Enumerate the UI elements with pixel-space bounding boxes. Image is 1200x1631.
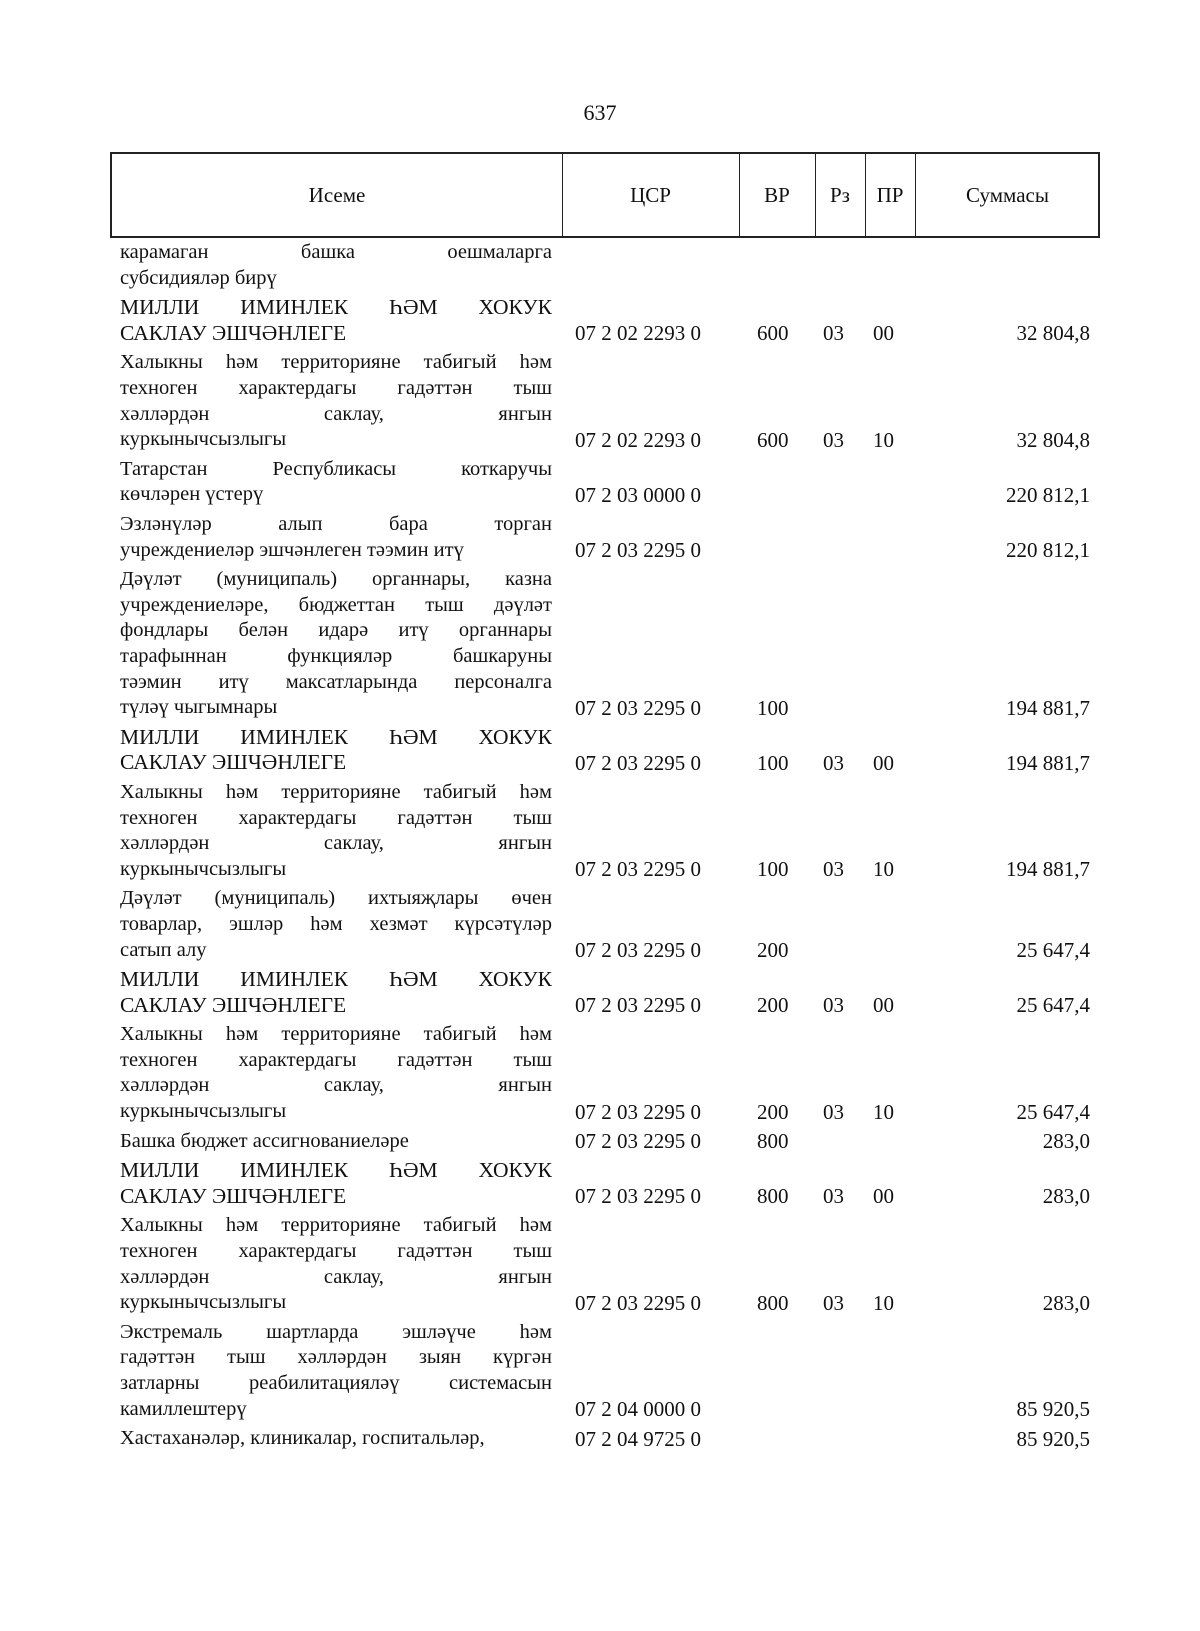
row-name-line: сатып алу [120,938,207,961]
row-name-line: тәэмин итү максатларында персоналга [120,670,552,693]
row-name-line: учреждениеләр эшчәнлеген тәэмин итү [120,538,464,561]
table-body [0,240,1200,1456]
row-name-line: гадәттән тыш хәлләрдән зыян күргән [120,1346,552,1369]
row-name [120,350,552,452]
row-name [120,512,552,563]
row-name-line: Эзләнүләр алып бара торган [120,512,552,535]
table-row [0,457,1200,512]
row-name-line: Дәүләт (муниципаль) ихтыяҗлары өчен [120,887,552,910]
row-name-line: техноген характердагы гадәттән тыш [120,1048,552,1071]
row-pr: 10 [873,1099,894,1124]
row-name [120,1129,552,1155]
table-row [0,886,1200,967]
row-name [120,1213,552,1315]
row-name-line: Дәүләт (муниципаль) органнары, казна [120,568,552,591]
row-name-line: фондлары белән идарә итү органнары [120,619,552,642]
row-vr: 100 [757,750,789,775]
row-pr: 10 [873,1290,894,1315]
row-name-line: хәлләрдән саклау, янгын [120,832,552,855]
table-row [0,725,1200,780]
row-name-line: САКЛАУ ЭШЧӘНЛЕГЕ [120,750,347,775]
row-sum: 194 881,7 [1006,695,1090,720]
row-name [120,725,552,776]
row-rz: 03 [823,427,844,452]
table-row [0,512,1200,567]
row-sum: 283,0 [1042,1184,1090,1209]
row-vr: 200 [757,938,789,963]
row-name-line: көчләрен үстерү [120,483,264,506]
row-sum: 32 804,8 [1016,427,1090,452]
row-csr: 07 2 03 2295 0 [575,993,701,1018]
table-row [0,1213,1200,1319]
row-vr: 800 [757,1129,789,1154]
table-row [0,350,1200,456]
row-name [120,1426,552,1452]
row-vr: 600 [757,427,789,452]
row-name-line: камиллештерү [120,1397,247,1420]
row-name-line: түләү чыгымнары [120,696,278,719]
row-sum: 85 920,5 [1016,1426,1090,1451]
row-sum: 85 920,5 [1016,1397,1090,1422]
row-csr: 07 2 03 2295 0 [575,857,701,882]
table-row [0,567,1200,725]
row-rz: 03 [823,1290,844,1315]
row-name-line: куркынычсызлыгы [120,428,287,451]
row-sum: 220 812,1 [1006,482,1090,507]
table-row [0,1158,1200,1213]
row-pr: 00 [873,993,894,1018]
row-rz: 03 [823,857,844,882]
table-row [0,240,1200,295]
row-name-line: учреждениеләре, бюджеттан тыш дәүләт [120,593,552,616]
row-csr: 07 2 03 2295 0 [575,1099,701,1124]
row-name-line: Хастаханәләр, клиникалар, госпитальләр, [120,1427,485,1450]
header-vr: ВР [764,182,790,207]
header-csr: ЦСР [630,182,671,207]
row-pr: 10 [873,857,894,882]
header-sum: Суммасы [966,182,1049,207]
row-name-line: Халыкны һәм территорияне табигый һәм [120,780,552,803]
table-row [0,1129,1200,1159]
row-name-line: товарлар, эшләр һәм хезмәт күрсәтүләр [120,912,552,935]
row-sum: 25 647,4 [1016,993,1090,1018]
row-name-line: карамаган башка оешмаларга [120,241,552,263]
row-csr: 07 2 03 2295 0 [575,695,701,720]
row-csr: 07 2 03 2295 0 [575,750,701,775]
row-rz: 03 [823,993,844,1018]
row-name-line: техноген характердагы гадәттән тыш [120,806,552,829]
row-name-line: куркынычсызлыгы [120,1100,287,1123]
table-row [0,1426,1200,1456]
row-rz: 03 [823,1184,844,1209]
row-name-line: МИЛЛИ ИМИНЛЕК ҺӘМ ХОКУК [120,1158,552,1183]
row-sum: 194 881,7 [1006,857,1090,882]
row-pr: 10 [873,427,894,452]
row-name-line: хәлләрдән саклау, янгын [120,402,552,425]
row-name-line: МИЛЛИ ИМИНЛЕК ҺӘМ ХОКУК [120,967,552,992]
row-name-line: хәлләрдән саклау, янгын [120,1074,552,1097]
row-pr: 00 [873,321,894,346]
table-header [110,152,1100,238]
row-csr: 07 2 03 2295 0 [575,538,701,563]
row-csr: 07 2 04 0000 0 [575,1397,701,1422]
header-pr: ПР [876,182,904,207]
row-csr: 07 2 03 2295 0 [575,1184,701,1209]
row-sum: 283,0 [1042,1290,1090,1315]
row-pr: 00 [873,1184,894,1209]
row-name-line: Халыкны һәм территорияне табигый һәм [120,1214,552,1237]
row-sum: 194 881,7 [1006,750,1090,775]
row-vr: 100 [757,695,789,720]
row-name-line: субсидияләр бирү [120,266,277,289]
row-sum: 220 812,1 [1006,538,1090,563]
row-csr: 07 2 03 2295 0 [575,1129,701,1154]
table-row [0,1022,1200,1128]
row-sum: 25 647,4 [1016,1099,1090,1124]
row-sum: 283,0 [1042,1129,1090,1154]
row-csr: 07 2 03 2295 0 [575,938,701,963]
row-name-line: МИЛЛИ ИМИНЛЕК ҺӘМ ХОКУК [120,724,552,749]
row-name-line: САКЛАУ ЭШЧӘНЛЕГЕ [120,1183,347,1208]
row-name [120,240,552,291]
row-name-line: тарафыннан функцияләр башкаруны [120,644,552,667]
row-vr: 600 [757,321,789,346]
row-name-line: Татарстан Республикасы коткаручы [120,457,552,480]
row-name [120,567,552,721]
row-csr: 07 2 04 9725 0 [575,1426,701,1451]
row-vr: 100 [757,857,789,882]
row-name-line: Халыкны һәм территорияне табигый һәм [120,351,552,374]
row-name [120,1158,552,1209]
row-name-line: Экстремаль шартларда эшләүче һәм [120,1320,552,1343]
table-row [0,295,1200,350]
row-name [120,1320,552,1422]
row-name-line: САКЛАУ ЭШЧӘНЛЕГЕ [120,992,347,1017]
row-sum: 25 647,4 [1016,938,1090,963]
table-row [0,1320,1200,1426]
row-csr: 07 2 02 2293 0 [575,427,701,452]
row-name [120,295,552,346]
row-name-line: куркынычсызлыгы [120,857,287,880]
row-sum: 32 804,8 [1016,321,1090,346]
row-name [120,886,552,963]
row-vr: 200 [757,1099,789,1124]
row-csr: 07 2 03 2295 0 [575,1290,701,1315]
row-name-line: МИЛЛИ ИМИНЛЕК ҺӘМ ХОКУК [120,295,552,320]
row-rz: 03 [823,321,844,346]
row-pr: 00 [873,750,894,775]
header-name: Исеме [308,182,366,207]
row-name-line: Халыкны һәм территорияне табигый һәм [120,1023,552,1046]
row-rz: 03 [823,1099,844,1124]
row-name [120,457,552,508]
row-name-line: САКЛАУ ЭШЧӘНЛЕГЕ [120,320,347,345]
table-row [0,780,1200,886]
row-vr: 800 [757,1290,789,1315]
row-name [120,1022,552,1124]
row-name [120,780,552,882]
page-number: 637 [583,100,617,125]
row-name-line: техноген характердагы гадәттән тыш [120,1240,552,1263]
row-name-line: Башка бюджет ассигнованиеләре [120,1129,409,1152]
row-csr: 07 2 02 2293 0 [575,321,701,346]
row-name-line: затларны реабилитацияләү системасын [120,1372,552,1395]
row-name-line: техноген характердагы гадәттән тыш [120,376,552,399]
row-name-line: хәлләрдән саклау, янгын [120,1265,552,1288]
row-rz: 03 [823,750,844,775]
row-csr: 07 2 03 0000 0 [575,482,701,507]
table-row [0,967,1200,1022]
row-name-line: куркынычсызлыгы [120,1291,287,1314]
row-vr: 200 [757,993,789,1018]
row-name [120,967,552,1018]
row-vr: 800 [757,1184,789,1209]
header-rz: Рз [830,182,850,207]
